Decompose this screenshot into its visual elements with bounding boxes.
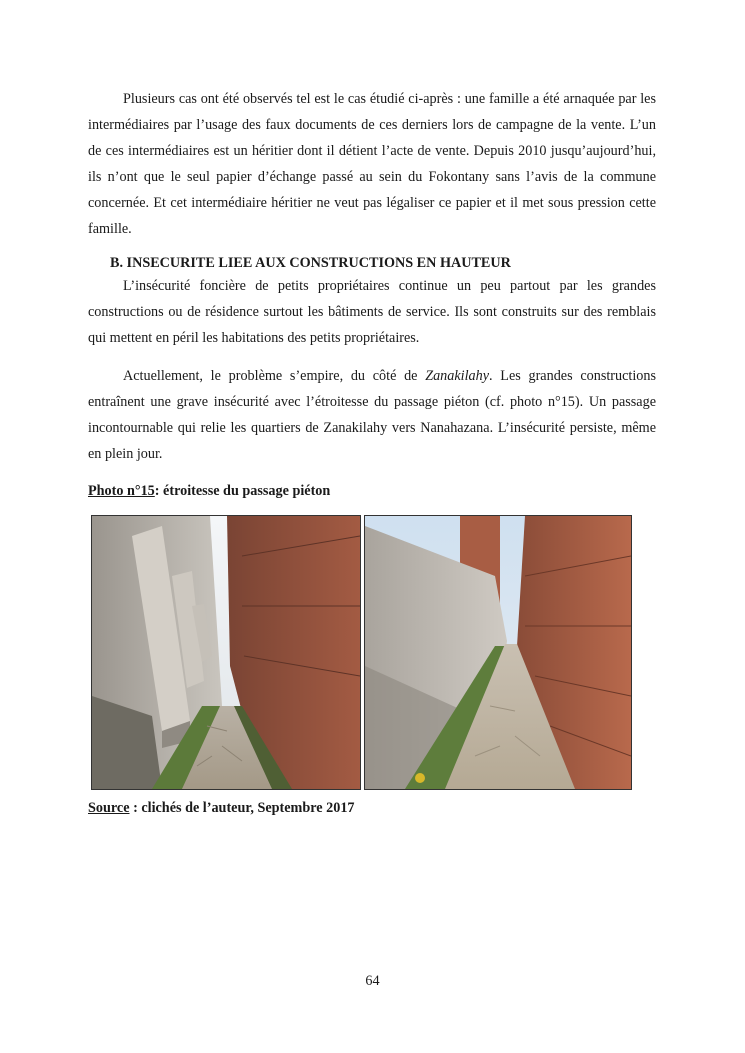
- photo-passage-right-image: [365, 516, 631, 789]
- photo-passage-left-image: [92, 516, 360, 789]
- paragraph-insecurity: L’insécurité foncière de petits propriétaires continue un peu partout par les grandes constructions ou de résidence surtout les bâtiments de service. Ils sont construits sur des remblais qui mettent en péril les habitations des petits propriétaires.: [88, 278, 656, 346]
- photo-passage-left: [91, 515, 361, 790]
- paragraph-zanakilahy-start: Actuellement, le problème s’empire, du côté de: [123, 368, 426, 384]
- paragraph-zanakilahy: [88, 363, 656, 467]
- source-label: Source: [88, 800, 130, 816]
- photo-caption-text: : étroitesse du passage piéton: [154, 483, 331, 499]
- source-caption: [88, 800, 355, 817]
- section-heading: B. INSECURITE LIEE AUX CONSTRUCTIONS EN HAUTEUR: [110, 255, 511, 271]
- photo-caption: [88, 483, 330, 500]
- page-number: 64: [365, 973, 380, 989]
- source-text: : clichés de l’auteur, Septembre 2017: [129, 800, 355, 816]
- photo-caption-label: Photo n°15: [88, 483, 155, 499]
- place-name-zanakilahy: Zanakilahy: [425, 368, 490, 384]
- photo-passage-right: [364, 515, 632, 790]
- paragraph-zanakilahy-end: . Les grandes constructions entraînent une grave insécurité avec l’étroitesse du passage piéton (cf. photo n°15). Un passage incontournable qui relie les quartiers de Zanakilahy vers Nanahazana. L’insécurité persiste, même en plein jour.: [88, 368, 656, 462]
- paragraph-fraud-case: Plusieurs cas ont été observés tel est le cas étudié ci-après : une famille a été arnaquée par les intermédiaires par l’usage des faux documents de ces derniers lors de campagne de la vente. L’un de ces intermédiaires est un héritier dont il détient l’acte de vente. Depuis 2010 jusqu’aujourd’hui, ils n’ont que le seul papier d’échange passé au sein du Fokontany sans l’avis de la commune concernée. Et cet intermédiaire héritier ne veut pas légaliser ce papier et il met sous pression cette famille.: [88, 91, 656, 237]
